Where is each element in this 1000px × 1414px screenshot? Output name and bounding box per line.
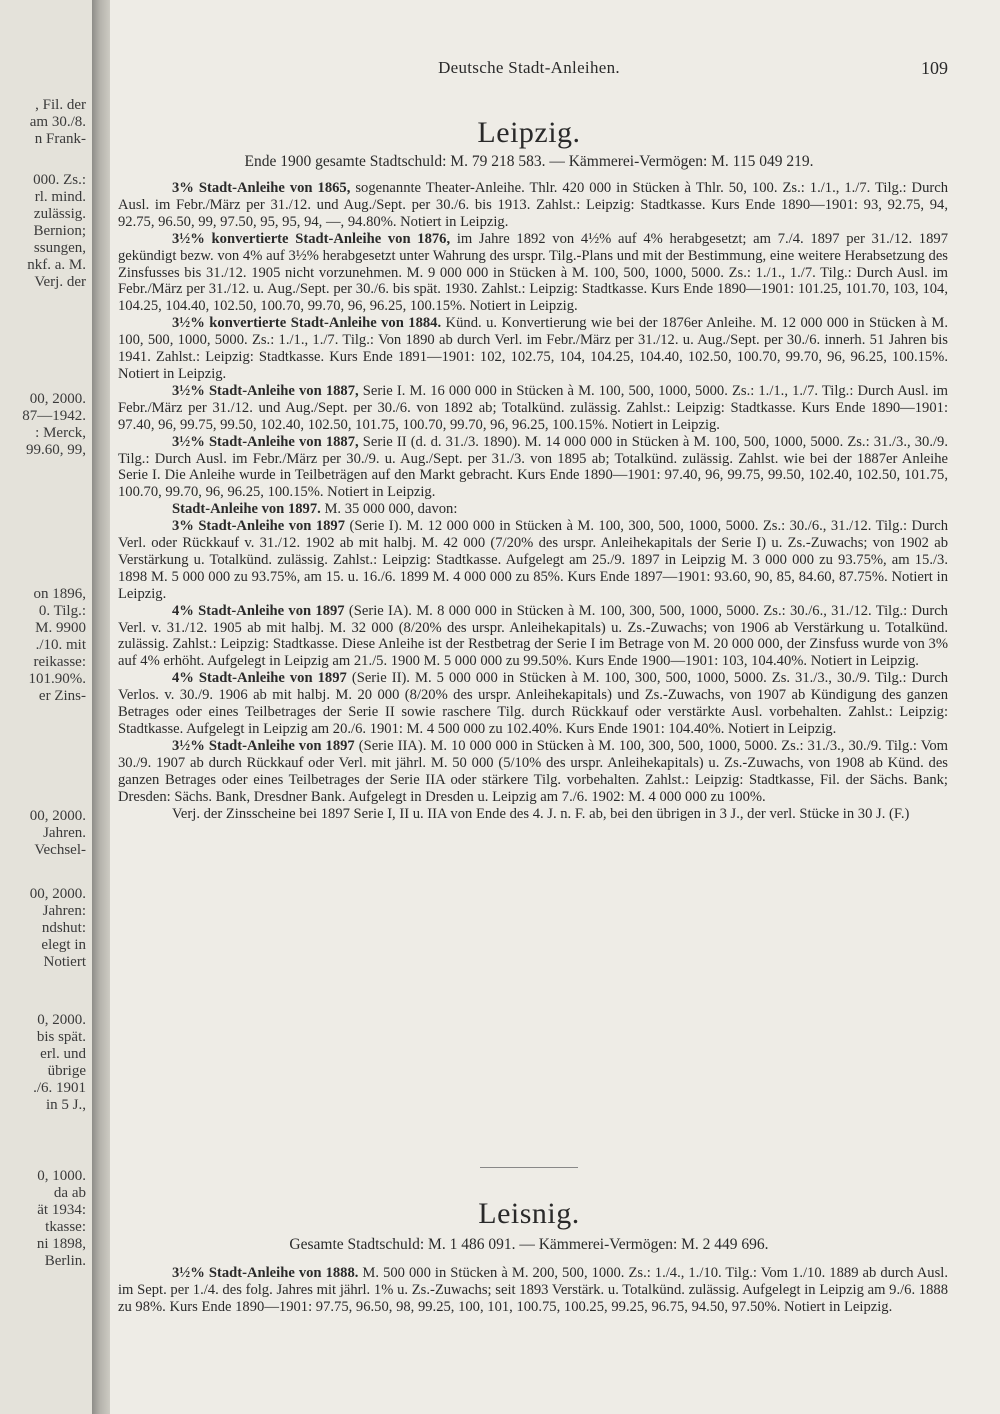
- bond-entry-heading: 3½% Stadt-Anleihe von 1897: [172, 737, 355, 754]
- bond-entry-text: (Serie II). M. 5 000 000 in Stücken à M. 100, 300, 500, 1000, 5000. Zs. 31./3., 30./9. Tilg.: Durch Verlos. v. 30./9. 1906 ab mit halbj. M. 20 000 (8/20% des urspr. Anleihekapitals) und Zs.-Zuwachs, von 1907 ab Kündigung des ganzen Betrages oder eines Teilbetrages der Serie II sowie raschere Tilg. durch Rückkauf oder verstärkte Ausl. vorbehalten. Zahlst.: Leipzig: Stadtkasse. Aufgelegt in Leipzig am 20./6. 1901: M. 4 500 000 zu 102.40%. Kurs Ende 1901: 104.40%. Notiert in Leipzig.: [118, 670, 948, 737]
- adjacent-page-text: 101.90%.: [28, 671, 86, 687]
- adjacent-page-text: ndshut:: [41, 920, 86, 936]
- adjacent-page-text: ssungen,: [33, 240, 86, 256]
- adjacent-page-text: 0, 1000.: [37, 1168, 86, 1184]
- bond-entry-text: Künd. u. Konvertierung wie bei der 1876er Anleihe. M. 12 000 000 in Stücken à M. 100, 500, 1000, 5000. Zs.: 1./1., 1./7. Tilg.: Von 1890 ab durch Verl. im Febr./März per 31./12. u. Aug./Sept. per 30./6. innerh. 51 Jahren bis 1941. Zahlst.: Leipzig: Stadtkasse. Kurs Ende 1891—1901: 102, 102.75, 104, 104.25, 104.40, 102.50, 100.70, 99.70, 96, 96.25, 100.15%. Notiert in Leipzig.: [118, 315, 948, 382]
- adjacent-page-text: nkf. a. M.: [27, 257, 86, 273]
- bond-entry-heading: 3½% Stadt-Anleihe von 1888.: [172, 1265, 359, 1281]
- bond-entry-heading: 3% Stadt-Anleihe von 1865,: [172, 180, 351, 196]
- adjacent-page-text: ./6. 1901: [33, 1080, 86, 1096]
- adjacent-page-text: Verj. der: [34, 274, 86, 290]
- book-gutter: [92, 0, 110, 1414]
- bond-entry-heading: 3% Stadt-Anleihe von 1897: [172, 518, 346, 535]
- bond-entry: [118, 434, 948, 502]
- bond-entry: [118, 315, 948, 383]
- adjacent-page-text: 00, 2000.: [29, 391, 86, 407]
- bond-entry: [118, 1265, 948, 1316]
- bond-entry-heading: 4% Stadt-Anleihe von 1897: [172, 602, 345, 619]
- adjacent-page-text: ./10. mit: [35, 637, 86, 653]
- adjacent-page-text: : Merck,: [35, 425, 86, 441]
- adjacent-page-text: zulässig.: [33, 206, 86, 222]
- adjacent-page-text: am 30./8.: [29, 114, 86, 130]
- section-divider: [480, 1167, 578, 1168]
- bond-entry-text: sogenannte Theater-Anleihe. Thlr. 420 000 in Stücken à Thlr. 50, 100. Zs.: 1./1., 1./7. Tilg.: Durch Ausl. im Febr./März per 31./12. und Aug./Sept. per 30./6. bis 1913. Zahlst.: Leipzig: Stadtkasse. Kurs Ende 1890—1901: 93, 92.75, 94, 92.75, 96.50, 99, 97.50, 95, 95, 94, —, 94.80%. Notiert in Leipzig.: [118, 180, 949, 230]
- adjacent-page-text: 0, 2000.: [37, 1012, 86, 1028]
- bond-entry-heading: 3½% konvertierte Stadt-Anleihe von 1876,: [172, 230, 451, 247]
- adjacent-page-fragment: [0, 0, 93, 1414]
- bond-entry-heading: 3½% Stadt-Anleihe von 1887,: [172, 382, 359, 399]
- adjacent-page-text: erl. und: [40, 1046, 86, 1062]
- bond-entry: [118, 603, 948, 671]
- running-head: Deutsche Stadt-Anleihen.: [438, 58, 620, 77]
- bond-entry: [118, 383, 948, 434]
- adjacent-page-text: er Zins-: [38, 688, 86, 704]
- adjacent-page-text: , Fil. der: [35, 97, 86, 113]
- adjacent-page-text: Bernion;: [33, 223, 86, 239]
- adjacent-page-text: M. 9900: [35, 620, 86, 636]
- adjacent-page-text: bis spät.: [36, 1029, 86, 1045]
- bond-entry-text: Serie I. M. 16 000 000 in Stücken à M. 100, 500, 1000, 5000. Zs.: 1./1., 1./7. Tilg.: Durch Ausl. im Febr./März per 31./12. und Aug./Sept. per 30./6. von 1892 ab; Totalkünd. zulässig. Zahlst.: Leipzig: Stadtkasse. Kurs Ende 1890—1901: 97.40, 96, 99.75, 99.50, 102.40, 102.50, 101.75, 100.70, 99.70, 96, 96.25, 100.15%. Notiert in Leipzig.: [118, 382, 948, 433]
- adjacent-page-text: Notiert: [43, 954, 86, 970]
- bond-entry-text: M. 35 000 000, davon:: [320, 501, 458, 518]
- adjacent-page-text: übrige: [47, 1063, 86, 1079]
- book-page: [110, 0, 1000, 1414]
- bond-entry-heading: Stadt-Anleihe von 1897.: [172, 501, 321, 518]
- adjacent-page-text: da ab: [53, 1185, 86, 1201]
- bond-entry-text: M. 500 000 in Stücken à M. 200, 500, 1000. Zs.: 1./4., 1./10. Tilg.: Vom 1./10. 1889 ab durch Ausl. im Sept. per 1./4. des folg. Jahres mit jährl. 1% u. Zs.-Zuwachs; seit 1893 Verstärk. u. Totalkünd. zulässig. Aufgelegt in Leipzig am 9./6. 1888 zu 98%. Kurs Ende 1890—1901: 97.75, 96.50, 98, 99.25, 100, 101, 100.75, 100.25, 99.25, 96.75, 94.50, 97.50%. Notiert in Leipzig.: [118, 1265, 948, 1315]
- adjacent-page-text: in 5 J.,: [45, 1097, 86, 1113]
- adjacent-page-text: reikasse:: [33, 654, 86, 670]
- bond-entry: [118, 180, 948, 231]
- city-summary-leisnig: Gesamte Stadtschuld: M. 1 486 091. — Kämmerei-Vermögen: M. 2 449 696.: [289, 1236, 769, 1253]
- bond-entry-heading: 3½% Stadt-Anleihe von 1887,: [172, 433, 359, 450]
- adjacent-page-text: 00, 2000.: [29, 886, 86, 902]
- adjacent-page-text: on 1896,: [33, 586, 86, 602]
- bond-entry: [118, 806, 948, 823]
- bond-entry: [118, 738, 948, 806]
- bond-entries-leipzig: [118, 180, 948, 822]
- city-heading-leipzig: Leipzig.: [477, 116, 581, 149]
- city-heading-leisnig: Leisnig.: [478, 1197, 580, 1230]
- adjacent-page-text: Vechsel-: [34, 842, 86, 858]
- bond-entry-heading: 3½% konvertierte Stadt-Anleihe von 1884.: [172, 315, 442, 332]
- adjacent-page-text: Berlin.: [44, 1253, 86, 1269]
- city-summary-leipzig: Ende 1900 gesamte Stadtschuld: M. 79 218 583. — Kämmerei-Vermögen: M. 115 049 219.: [244, 153, 814, 170]
- bond-entry: [118, 670, 948, 738]
- page-number: 109: [921, 58, 948, 78]
- adjacent-page-text: tkasse:: [45, 1219, 86, 1235]
- adjacent-page-text: Jahren.: [43, 825, 86, 841]
- adjacent-page-text: ät 1934:: [37, 1202, 86, 1218]
- adjacent-page-text: Jahren:: [42, 903, 86, 919]
- bond-entry: [118, 231, 948, 316]
- bond-entry-text: (Serie IA). M. 8 000 000 in Stücken à M. 100, 300, 500, 1000, 5000. Zs.: 30./6., 31./12. Tilg.: Durch Verl. v. 31./12. 1905 ab mit halbj. M. 32 000 (8/20% des urspr. Anleihekapitals) u. Zs.-Zuwachs; von 1906 ab Verstärkung u. Totalkünd. zulässig. Zahlst.: Leipzig: Stadtkasse. Diese Anleihe ist der Restbetrag der Serie I im Betrage von M. 20 000 000, der Zinsfuss wurde von 3% auf 4% erhöht. Aufgelegt in Leipzig am 21./5. 1900 M. 5 000 000 zu 99.50%. Kurs Ende 1900—1901: 103, 104.40%. Notiert in Leipzig.: [118, 602, 948, 670]
- adjacent-page-text: n Frank-: [34, 131, 86, 147]
- adjacent-page-text: ni 1898,: [36, 1236, 86, 1252]
- bond-entry-text: (Serie IIA). M. 10 000 000 in Stücken à M. 100, 300, 500, 1000, 5000. Zs.: 31./3., 30./9. Tilg.: Vom 30./9. 1907 ab durch Rückkauf oder Verl. mit jährl. M. 50 000 (5/10% des urspr. Anleihekapitals) u. Zs.-Zuwachs, von 1908 ab Künd. des ganzen Betrages oder eines Teilbetrages der Serie IIA oder stärkere Tilg. vorbehalten. Zahlst.: Leipzig: Stadtkasse, Fil. der Sächs. Bank; Dresden: Sächs. Bank, Dresdner Bank. Aufgelegt in Dresden u. Leipzig am 7./6. 1902: M. 4 000 000 zu 100%.: [118, 737, 949, 805]
- adjacent-page-text: rl. mind.: [34, 189, 86, 205]
- bond-entry: [118, 501, 948, 518]
- adjacent-page-text: elegt in: [41, 937, 86, 953]
- adjacent-page-text: 0. Tilg.:: [38, 603, 86, 619]
- bond-entry-text: Verj. der Zinsscheine bei 1897 Serie I, II u. IIA von Ende des 4. J. n. F. ab, bei den übrigen in 3 J., der verl. Stücke in 30 J. (F.): [172, 805, 910, 822]
- bond-entry-text: Serie II (d. d. 31./3. 1890). M. 14 000 000 in Stücken à M. 100, 500, 1000, 5000. Zs.: 31./3., 30./9. Tilg.: Durch Ausl. im Febr./März per 30./9. u. Aug./Sept. per 31./3. von 1895 ab; Totalkünd. zulässig. Zahlst. wie bei der 1887er Anleihe Serie I. Die Anleihe wurde in Teilbeträgen auf den Markt gebracht. Kurs Ende 1890—1901: 97.40, 96, 99.75, 99.50, 102.40, 102.50, 101.75, 100.70, 99.70, 96, 96.25, 100.15%. Notiert in Leipzig.: [118, 433, 948, 501]
- adjacent-page-text: 000. Zs.:: [33, 172, 86, 188]
- adjacent-page-text: 99.60, 99,: [26, 442, 86, 458]
- bond-entry-text: im Jahre 1892 von 4½% auf 4% herabgesetzt; am 7./4. 1897 per 31./12. 1897 gekündigt bezw. von 4% auf 3½% herabgesetzt unter Wahrung des urspr. Tilg.-Plans und mit der Bestimmung, eine weitere Herabsetzung des Zinsfusses bis 31./12. 1905 nicht vorzunehmen. M. 9 000 000 in Stücken à M. 100, 500, 1000, 5000. Zs.: 1./1., 1./7. Tilg.: Durch Ausl. im Febr./März per 31./12. u. Aug./Sept. per 30./6. bis spät. 1930. Zahlst.: Leipzig: Stadtkasse. Kurs Ende 1890—1901: 101.25, 101.70, 103, 104, 104.25, 104.40, 102.50, 100.70, 99.70, 96, 96.25, 100.15%. Notiert in Leipzig.: [118, 230, 948, 315]
- bond-entries-leisnig: [118, 1265, 948, 1316]
- adjacent-page-text: 87—1942.: [22, 408, 86, 424]
- bond-entry: [118, 518, 948, 603]
- adjacent-page-text: 00, 2000.: [29, 808, 86, 824]
- bond-entry-heading: 4% Stadt-Anleihe von 1897: [172, 670, 347, 687]
- bond-entry-text: (Serie I). M. 12 000 000 in Stücken à M. 100, 300, 500, 1000, 5000. Zs.: 30./6., 31./12. Tilg.: Durch Verl. oder Rückkauf v. 31./12. 1902 ab mit halbj. M. 42 000 (7/20% des urspr. Anleihekapitals der Serie I) u. Zs.-Zuwachs; von 1902 ab Verstärkung u. Totalkünd. zulässig. Zahlst.: Leipzig: Stadtkasse. Aufgelegt am 25./9. 1897 in Leipzig M. 3 000 000 zu 93.75%, am 15./3. 1898 M. 5 000 000 zu 93.75%, am 15. u. 16./6. 1899 M. 4 000 000 zu 85%. Kurs Ende 1897—1901: 93.60, 90, 85, 84.60, 87.75%. Notiert in Leipzig.: [118, 518, 948, 602]
